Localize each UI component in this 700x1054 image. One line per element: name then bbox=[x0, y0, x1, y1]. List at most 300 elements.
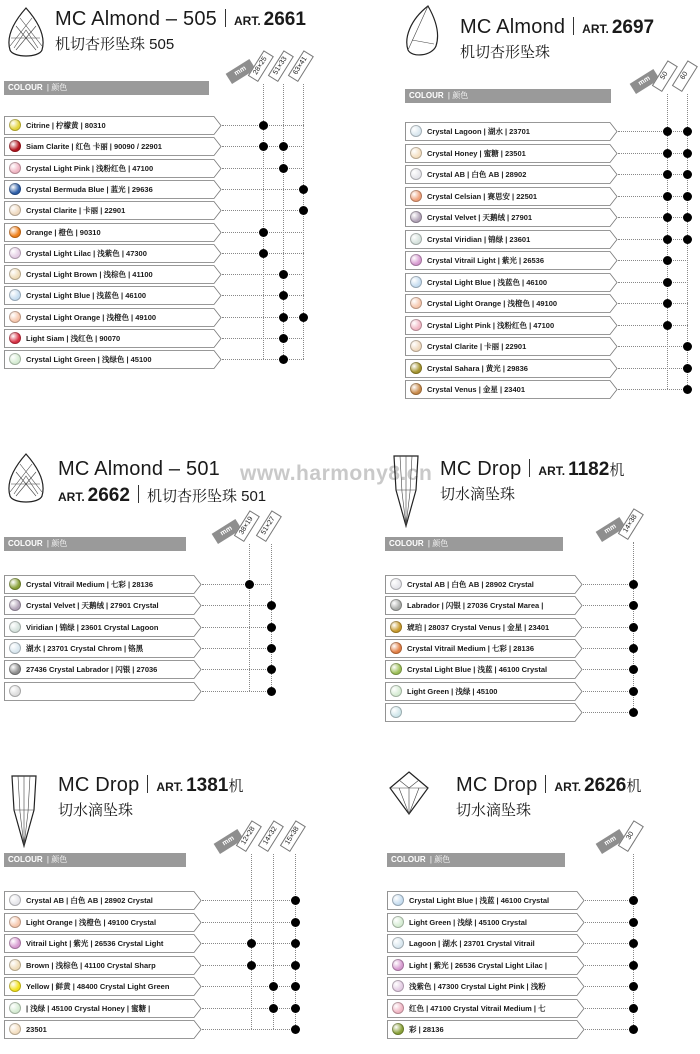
colour-row bbox=[405, 208, 618, 227]
colour-row bbox=[4, 891, 202, 910]
availability-dot bbox=[245, 580, 254, 589]
colour-swatch bbox=[9, 937, 21, 949]
row-connector bbox=[618, 325, 688, 326]
title-separator bbox=[225, 9, 226, 27]
colour-swatch bbox=[390, 706, 402, 718]
size-column-header: 14×38 bbox=[618, 508, 644, 540]
colour-row bbox=[405, 359, 618, 378]
row-connector bbox=[618, 389, 688, 390]
colour-swatch bbox=[392, 980, 404, 992]
art-number: 1182 bbox=[568, 459, 610, 480]
colour-row-label: Crystal Velvet | 天鹅绒 | 27901 bbox=[427, 213, 533, 222]
colour-swatch bbox=[392, 937, 404, 949]
title-separator bbox=[545, 775, 546, 793]
colour-swatch bbox=[410, 233, 422, 245]
availability-dot bbox=[259, 249, 268, 258]
chinese-title: 机切杏形坠珠 501 bbox=[146, 488, 267, 505]
colour-label-cn: | 颜色 bbox=[44, 539, 68, 548]
art-suffix: 机 bbox=[228, 778, 244, 795]
availability-dot bbox=[269, 982, 278, 991]
availability-dot bbox=[663, 127, 672, 136]
colour-row bbox=[385, 660, 583, 679]
availability-dot bbox=[629, 961, 638, 970]
availability-dot bbox=[299, 313, 308, 322]
colour-row bbox=[4, 913, 202, 932]
colour-row-label: 湖水 | 23701 Crystal Chrom | 铬黑 bbox=[26, 643, 144, 653]
colour-row-label: Crystal Bermuda Blue | 蓝光 | 29636 bbox=[26, 184, 153, 194]
row-connector bbox=[202, 1029, 296, 1030]
colour-row-label: 琥珀 | 28037 Crystal Venus | 金星 | 23401 bbox=[407, 622, 550, 632]
colour-row bbox=[387, 891, 585, 910]
colour-label: COLOUR bbox=[389, 539, 424, 548]
row-connector bbox=[583, 605, 634, 606]
colour-row-label: Vitrail Light | 紫光 | 26536 Crystal Light bbox=[26, 939, 164, 948]
availability-dot bbox=[299, 206, 308, 215]
row-connector bbox=[585, 943, 634, 944]
row-connector bbox=[618, 368, 688, 369]
row-connector bbox=[618, 303, 688, 304]
colour-row bbox=[4, 682, 202, 701]
colour-row bbox=[4, 934, 202, 953]
row-connector bbox=[618, 346, 688, 347]
row-connector bbox=[585, 965, 634, 966]
colour-row-label: Crystal Vitrail Light | 紫光 | 26536 bbox=[427, 256, 545, 265]
article-number bbox=[538, 459, 625, 480]
art-label: ART. bbox=[538, 464, 566, 478]
availability-dot bbox=[259, 228, 268, 237]
availability-dot bbox=[279, 291, 288, 300]
colour-swatch bbox=[9, 916, 21, 928]
colour-header-bar bbox=[385, 537, 563, 551]
row-frame bbox=[385, 703, 583, 722]
art-label: ART. bbox=[554, 780, 582, 794]
availability-dot bbox=[683, 385, 692, 394]
colour-label: COLOUR bbox=[391, 855, 426, 864]
colour-row bbox=[4, 159, 222, 178]
availability-dot bbox=[629, 939, 638, 948]
colour-row bbox=[4, 308, 222, 327]
availability-dot bbox=[279, 164, 288, 173]
product-name: MC Drop bbox=[456, 774, 538, 796]
availability-dot bbox=[683, 170, 692, 179]
availability-dot bbox=[269, 1004, 278, 1013]
colour-swatch bbox=[9, 119, 21, 131]
row-connector bbox=[618, 153, 688, 154]
row-connector bbox=[583, 648, 634, 649]
availability-dot bbox=[291, 939, 300, 948]
colour-row bbox=[4, 137, 222, 156]
colour-row-label: Yellow | 鲜黄 | 48400 Crystal Light Green bbox=[26, 982, 170, 991]
colour-swatch bbox=[410, 319, 422, 331]
gem-shape-icon bbox=[4, 770, 44, 855]
colour-swatch bbox=[410, 276, 422, 288]
availability-dot bbox=[629, 982, 638, 991]
size-column-header: 30 bbox=[618, 820, 644, 852]
colour-row-label: Crystal Honey | 蜜糖 | 23501 bbox=[427, 148, 526, 158]
availability-dot bbox=[259, 121, 268, 130]
size-column-header: 60 bbox=[672, 60, 698, 92]
product-title bbox=[55, 8, 306, 54]
row-connector bbox=[202, 584, 272, 585]
product-name: MC Almond bbox=[460, 16, 566, 38]
availability-dot bbox=[629, 644, 638, 653]
colour-swatch bbox=[392, 916, 404, 928]
colour-row-label: Crystal Light Orange | 浅橙色 | 49100 bbox=[26, 312, 157, 322]
colour-row-label: Siam Clarite | 红色 卡丽 | 90090 / 22901 bbox=[26, 142, 162, 152]
availability-dot bbox=[663, 235, 672, 244]
size-column-header: 28×25 bbox=[248, 50, 274, 82]
colour-row bbox=[387, 999, 585, 1018]
colour-row-label: 23501 bbox=[26, 1025, 47, 1034]
colour-header-bar bbox=[4, 81, 209, 95]
product-title bbox=[456, 774, 641, 820]
availability-dot bbox=[663, 256, 672, 265]
availability-dot bbox=[291, 896, 300, 905]
colour-label: COLOUR bbox=[8, 855, 43, 864]
colour-row bbox=[4, 977, 202, 996]
product-name: MC Almond – 501 bbox=[58, 458, 220, 480]
colour-swatch bbox=[390, 642, 402, 654]
title-line-2 bbox=[58, 485, 266, 507]
colour-row bbox=[4, 999, 202, 1018]
title-separator bbox=[573, 17, 574, 35]
colour-swatch bbox=[9, 980, 21, 992]
row-connector bbox=[202, 691, 272, 692]
availability-dot bbox=[267, 601, 276, 610]
colour-row-label: Crystal Sahara | 黄光 | 29836 bbox=[427, 363, 528, 373]
colour-swatch bbox=[390, 685, 402, 697]
availability-dot bbox=[629, 601, 638, 610]
article-number bbox=[582, 17, 655, 38]
colour-row bbox=[405, 187, 618, 206]
size-column-header: 12×28 bbox=[236, 820, 262, 852]
row-connector bbox=[618, 217, 688, 218]
colour-row bbox=[4, 1020, 202, 1039]
availability-dot bbox=[683, 213, 692, 222]
colour-swatch bbox=[9, 162, 21, 174]
chinese-title: 机切杏形坠珠 bbox=[460, 44, 551, 61]
colour-row-label: Crystal Vitrail Medium | 七彩 | 28136 bbox=[407, 643, 535, 653]
availability-dot bbox=[279, 355, 288, 364]
availability-dot bbox=[629, 623, 638, 632]
colour-row bbox=[385, 703, 583, 722]
size-column-header: 50 bbox=[652, 60, 678, 92]
art-label: ART. bbox=[582, 22, 609, 36]
colour-row bbox=[4, 116, 222, 135]
colour-row-label: Crystal Clarite | 卡丽 | 22901 bbox=[427, 342, 527, 351]
colour-label: COLOUR bbox=[8, 539, 43, 548]
gem-shape-icon bbox=[386, 770, 432, 821]
row-connector bbox=[202, 627, 272, 628]
availability-dot bbox=[279, 142, 288, 151]
size-column-guide bbox=[273, 854, 274, 1029]
colour-row-label: Crystal Clarite | 卡丽 | 22901 bbox=[26, 206, 126, 216]
colour-swatch bbox=[390, 621, 402, 633]
row-frame bbox=[4, 682, 202, 701]
colour-swatch bbox=[9, 311, 21, 323]
article-number bbox=[554, 775, 642, 796]
row-connector bbox=[618, 131, 688, 132]
colour-row bbox=[387, 934, 585, 953]
colour-row-label: Orange | 橙色 | 90310 bbox=[26, 227, 101, 237]
art-number: 2626 bbox=[584, 775, 627, 796]
colour-swatch bbox=[9, 621, 21, 633]
colour-swatch bbox=[9, 268, 21, 280]
colour-swatch bbox=[9, 183, 21, 195]
colour-header-bar bbox=[4, 537, 186, 551]
row-connector bbox=[202, 922, 296, 923]
colour-row bbox=[4, 286, 222, 305]
watermark: www.harmony8.cn bbox=[240, 462, 433, 485]
art-label: ART. bbox=[233, 14, 261, 28]
availability-dot bbox=[267, 644, 276, 653]
availability-dot bbox=[683, 149, 692, 158]
colour-swatch bbox=[9, 332, 21, 344]
colour-row bbox=[4, 201, 222, 220]
mm-unit-tag: mm bbox=[596, 829, 626, 854]
row-connector bbox=[585, 1008, 634, 1009]
colour-row bbox=[387, 977, 585, 996]
colour-swatch bbox=[410, 147, 422, 159]
art-suffix: 机 bbox=[609, 462, 625, 479]
colour-swatch bbox=[390, 578, 402, 590]
colour-row-label: Crystal Light Pink | 浅粉红色 | 47100 bbox=[427, 320, 555, 330]
colour-label-cn: | 颜色 bbox=[425, 539, 449, 548]
art-suffix: 机 bbox=[626, 778, 642, 795]
chinese-title: 切水滴坠珠 bbox=[58, 802, 134, 819]
colour-swatch bbox=[410, 383, 422, 395]
availability-dot bbox=[247, 961, 256, 970]
colour-row-label: Crystal Celsian | 赛思安 | 22501 bbox=[427, 191, 538, 201]
colour-swatch bbox=[9, 226, 21, 238]
availability-dot bbox=[267, 687, 276, 696]
mm-unit-tag: mm bbox=[596, 517, 626, 542]
mm-unit-tag: mm bbox=[212, 519, 242, 544]
colour-row bbox=[385, 596, 583, 615]
colour-row bbox=[405, 122, 618, 141]
row-connector bbox=[202, 605, 272, 606]
colour-row-label: Crystal Lagoon | 湖水 | 23701 bbox=[427, 127, 530, 136]
colour-row bbox=[405, 273, 618, 292]
colour-row-label: Viridian | 锦绿 | 23601 Crystal Lagoon bbox=[26, 622, 159, 632]
availability-dot bbox=[291, 982, 300, 991]
row-connector bbox=[618, 282, 688, 283]
availability-dot bbox=[663, 149, 672, 158]
colour-row bbox=[4, 329, 222, 348]
colour-row-label: Labrador | 闪银 | 27036 Crystal Marea | bbox=[407, 601, 544, 611]
mm-unit-tag: mm bbox=[630, 69, 660, 94]
colour-swatch bbox=[9, 1023, 21, 1035]
availability-dot bbox=[629, 580, 638, 589]
colour-swatch bbox=[410, 340, 422, 352]
colour-row bbox=[387, 956, 585, 975]
row-connector bbox=[202, 900, 296, 901]
availability-dot bbox=[267, 623, 276, 632]
availability-dot bbox=[629, 1025, 638, 1034]
row-connector bbox=[583, 669, 634, 670]
colour-label: COLOUR bbox=[8, 83, 43, 92]
colour-row-label: Brown | 浅棕色 | 41100 Crystal Sharp bbox=[26, 960, 156, 970]
colour-row bbox=[385, 575, 583, 594]
colour-row bbox=[385, 618, 583, 637]
colour-swatch bbox=[9, 894, 21, 906]
colour-row-label: Crystal Vitrail Medium | 七彩 | 28136 bbox=[26, 580, 154, 589]
availability-dot bbox=[663, 278, 672, 287]
availability-dot bbox=[683, 127, 692, 136]
availability-dot bbox=[299, 185, 308, 194]
availability-dot bbox=[629, 687, 638, 696]
colour-row-label: Crystal Viridian | 锦绿 | 23601 bbox=[427, 234, 531, 244]
colour-row-label: Crystal Light Pink | 浅粉红色 | 47100 bbox=[26, 163, 154, 173]
colour-label-cn: | 颜色 bbox=[445, 91, 469, 100]
colour-row bbox=[405, 230, 618, 249]
row-connector bbox=[618, 260, 688, 261]
row-connector bbox=[202, 986, 296, 987]
row-connector bbox=[618, 239, 688, 240]
colour-swatch bbox=[410, 254, 422, 266]
row-connector bbox=[618, 196, 688, 197]
product-title bbox=[58, 774, 243, 820]
row-connector bbox=[222, 317, 304, 318]
availability-dot bbox=[663, 192, 672, 201]
colour-row bbox=[385, 682, 583, 701]
colour-swatch bbox=[410, 125, 422, 137]
row-connector bbox=[222, 359, 304, 360]
colour-row-label: Lagoon | 湖水 | 23701 Crystal Vitrail bbox=[409, 939, 535, 948]
colour-row bbox=[387, 913, 585, 932]
colour-row bbox=[405, 337, 618, 356]
colour-row bbox=[405, 380, 618, 399]
colour-row-label: Crystal Light Lilac | 浅紫色 | 47300 bbox=[26, 248, 147, 258]
colour-swatch bbox=[9, 959, 21, 971]
availability-dot bbox=[279, 270, 288, 279]
colour-row bbox=[405, 251, 618, 270]
colour-row-label: Crystal Light Blue | 浅蓝色 | 46100 bbox=[427, 277, 548, 287]
product-name: MC Almond – 505 bbox=[55, 8, 217, 30]
row-connector bbox=[583, 712, 634, 713]
colour-swatch bbox=[9, 247, 21, 259]
colour-header-bar bbox=[387, 853, 565, 867]
colour-row-label: Crystal Light Blue | 浅蓝 | 46100 Crystal bbox=[407, 665, 548, 675]
product-title bbox=[460, 16, 654, 62]
availability-dot bbox=[279, 334, 288, 343]
colour-row-label: Crystal Light Orange | 浅橙色 | 49100 bbox=[427, 299, 558, 308]
colour-header-bar bbox=[405, 89, 611, 103]
colour-row bbox=[4, 596, 202, 615]
availability-dot bbox=[279, 313, 288, 322]
chinese-title: 机切杏形坠珠 505 bbox=[55, 36, 175, 53]
availability-dot bbox=[291, 1004, 300, 1013]
mm-unit-tag: mm bbox=[226, 59, 256, 84]
art-number: 2697 bbox=[611, 17, 655, 38]
colour-row bbox=[4, 265, 222, 284]
colour-row-label: Crystal Light Blue | 浅蓝 | 46100 Crystal bbox=[409, 896, 550, 905]
gem-shape-icon bbox=[4, 452, 48, 513]
row-connector bbox=[583, 691, 634, 692]
title-separator bbox=[529, 459, 530, 477]
colour-row bbox=[4, 956, 202, 975]
availability-dot bbox=[291, 961, 300, 970]
colour-row bbox=[405, 165, 618, 184]
product-name: MC Drop bbox=[58, 774, 140, 796]
chinese-title: 切水滴坠珠 bbox=[440, 486, 516, 503]
colour-row-label: Light Green | 浅绿 | 45100 Crystal bbox=[409, 917, 527, 927]
colour-row-label: 红色 | 47100 Crystal Vitrail Medium | 七 bbox=[409, 1003, 546, 1013]
availability-dot bbox=[683, 364, 692, 373]
availability-dot bbox=[683, 235, 692, 244]
colour-row-label: Crystal Light Brown | 浅棕色 | 41100 bbox=[26, 270, 153, 280]
row-connector bbox=[202, 648, 272, 649]
art-number: 2661 bbox=[263, 9, 306, 30]
colour-swatch bbox=[392, 959, 404, 971]
row-connector bbox=[618, 174, 688, 175]
availability-dot bbox=[683, 192, 692, 201]
row-connector bbox=[222, 168, 304, 169]
gem-shape-icon bbox=[4, 6, 48, 67]
availability-dot bbox=[663, 321, 672, 330]
article-number bbox=[156, 775, 244, 796]
colour-row bbox=[4, 618, 202, 637]
art-label: ART. bbox=[58, 490, 85, 504]
colour-row bbox=[4, 575, 202, 594]
availability-dot bbox=[629, 896, 638, 905]
size-column-header: 14×32 bbox=[258, 820, 284, 852]
row-connector bbox=[222, 210, 304, 211]
art-number: 1381 bbox=[186, 775, 229, 796]
product-title bbox=[440, 458, 624, 504]
colour-row bbox=[4, 223, 222, 242]
size-column-header: 15×38 bbox=[280, 820, 306, 852]
availability-dot bbox=[259, 142, 268, 151]
colour-swatch bbox=[9, 1002, 21, 1014]
availability-dot bbox=[247, 939, 256, 948]
row-connector bbox=[583, 584, 634, 585]
colour-swatch bbox=[410, 362, 422, 374]
row-connector bbox=[585, 986, 634, 987]
gem-shape-icon bbox=[386, 450, 426, 535]
availability-dot bbox=[629, 918, 638, 927]
colour-swatch bbox=[9, 642, 21, 654]
size-column-header: 38×19 bbox=[234, 510, 260, 542]
availability-dot bbox=[291, 918, 300, 927]
colour-row bbox=[405, 316, 618, 335]
article-number bbox=[233, 9, 306, 30]
colour-swatch bbox=[392, 894, 404, 906]
row-connector bbox=[222, 295, 304, 296]
availability-dot bbox=[629, 1004, 638, 1013]
colour-row-label: Citrine | 柠檬黄 | 80310 bbox=[26, 121, 106, 130]
colour-row-label: Light Siam | 浅红色 | 90070 bbox=[26, 334, 121, 343]
product-name: MC Drop bbox=[440, 458, 522, 480]
colour-row-label: 浅紫色 | 47300 Crystal Light Pink | 浅粉 bbox=[409, 982, 546, 991]
colour-row-label: 27436 Crystal Labrador | 闪银 | 27036 bbox=[26, 665, 158, 675]
colour-row-label: Crystal AB | 白色 AB | 28902 Crystal bbox=[407, 580, 534, 589]
mm-unit-tag: mm bbox=[214, 829, 244, 854]
colour-label-cn: | 颜色 bbox=[427, 855, 451, 864]
colour-row-label: Crystal Light Blue | 浅蓝色 | 46100 bbox=[26, 291, 147, 301]
colour-row bbox=[4, 660, 202, 679]
colour-row bbox=[405, 144, 618, 163]
colour-row bbox=[4, 244, 222, 263]
article-number bbox=[58, 485, 130, 506]
colour-row bbox=[4, 180, 222, 199]
colour-row bbox=[4, 639, 202, 658]
row-connector bbox=[585, 922, 634, 923]
row-connector bbox=[202, 1008, 296, 1009]
title-separator bbox=[138, 485, 139, 503]
colour-swatch bbox=[392, 1023, 404, 1035]
colour-label: COLOUR bbox=[409, 91, 444, 100]
